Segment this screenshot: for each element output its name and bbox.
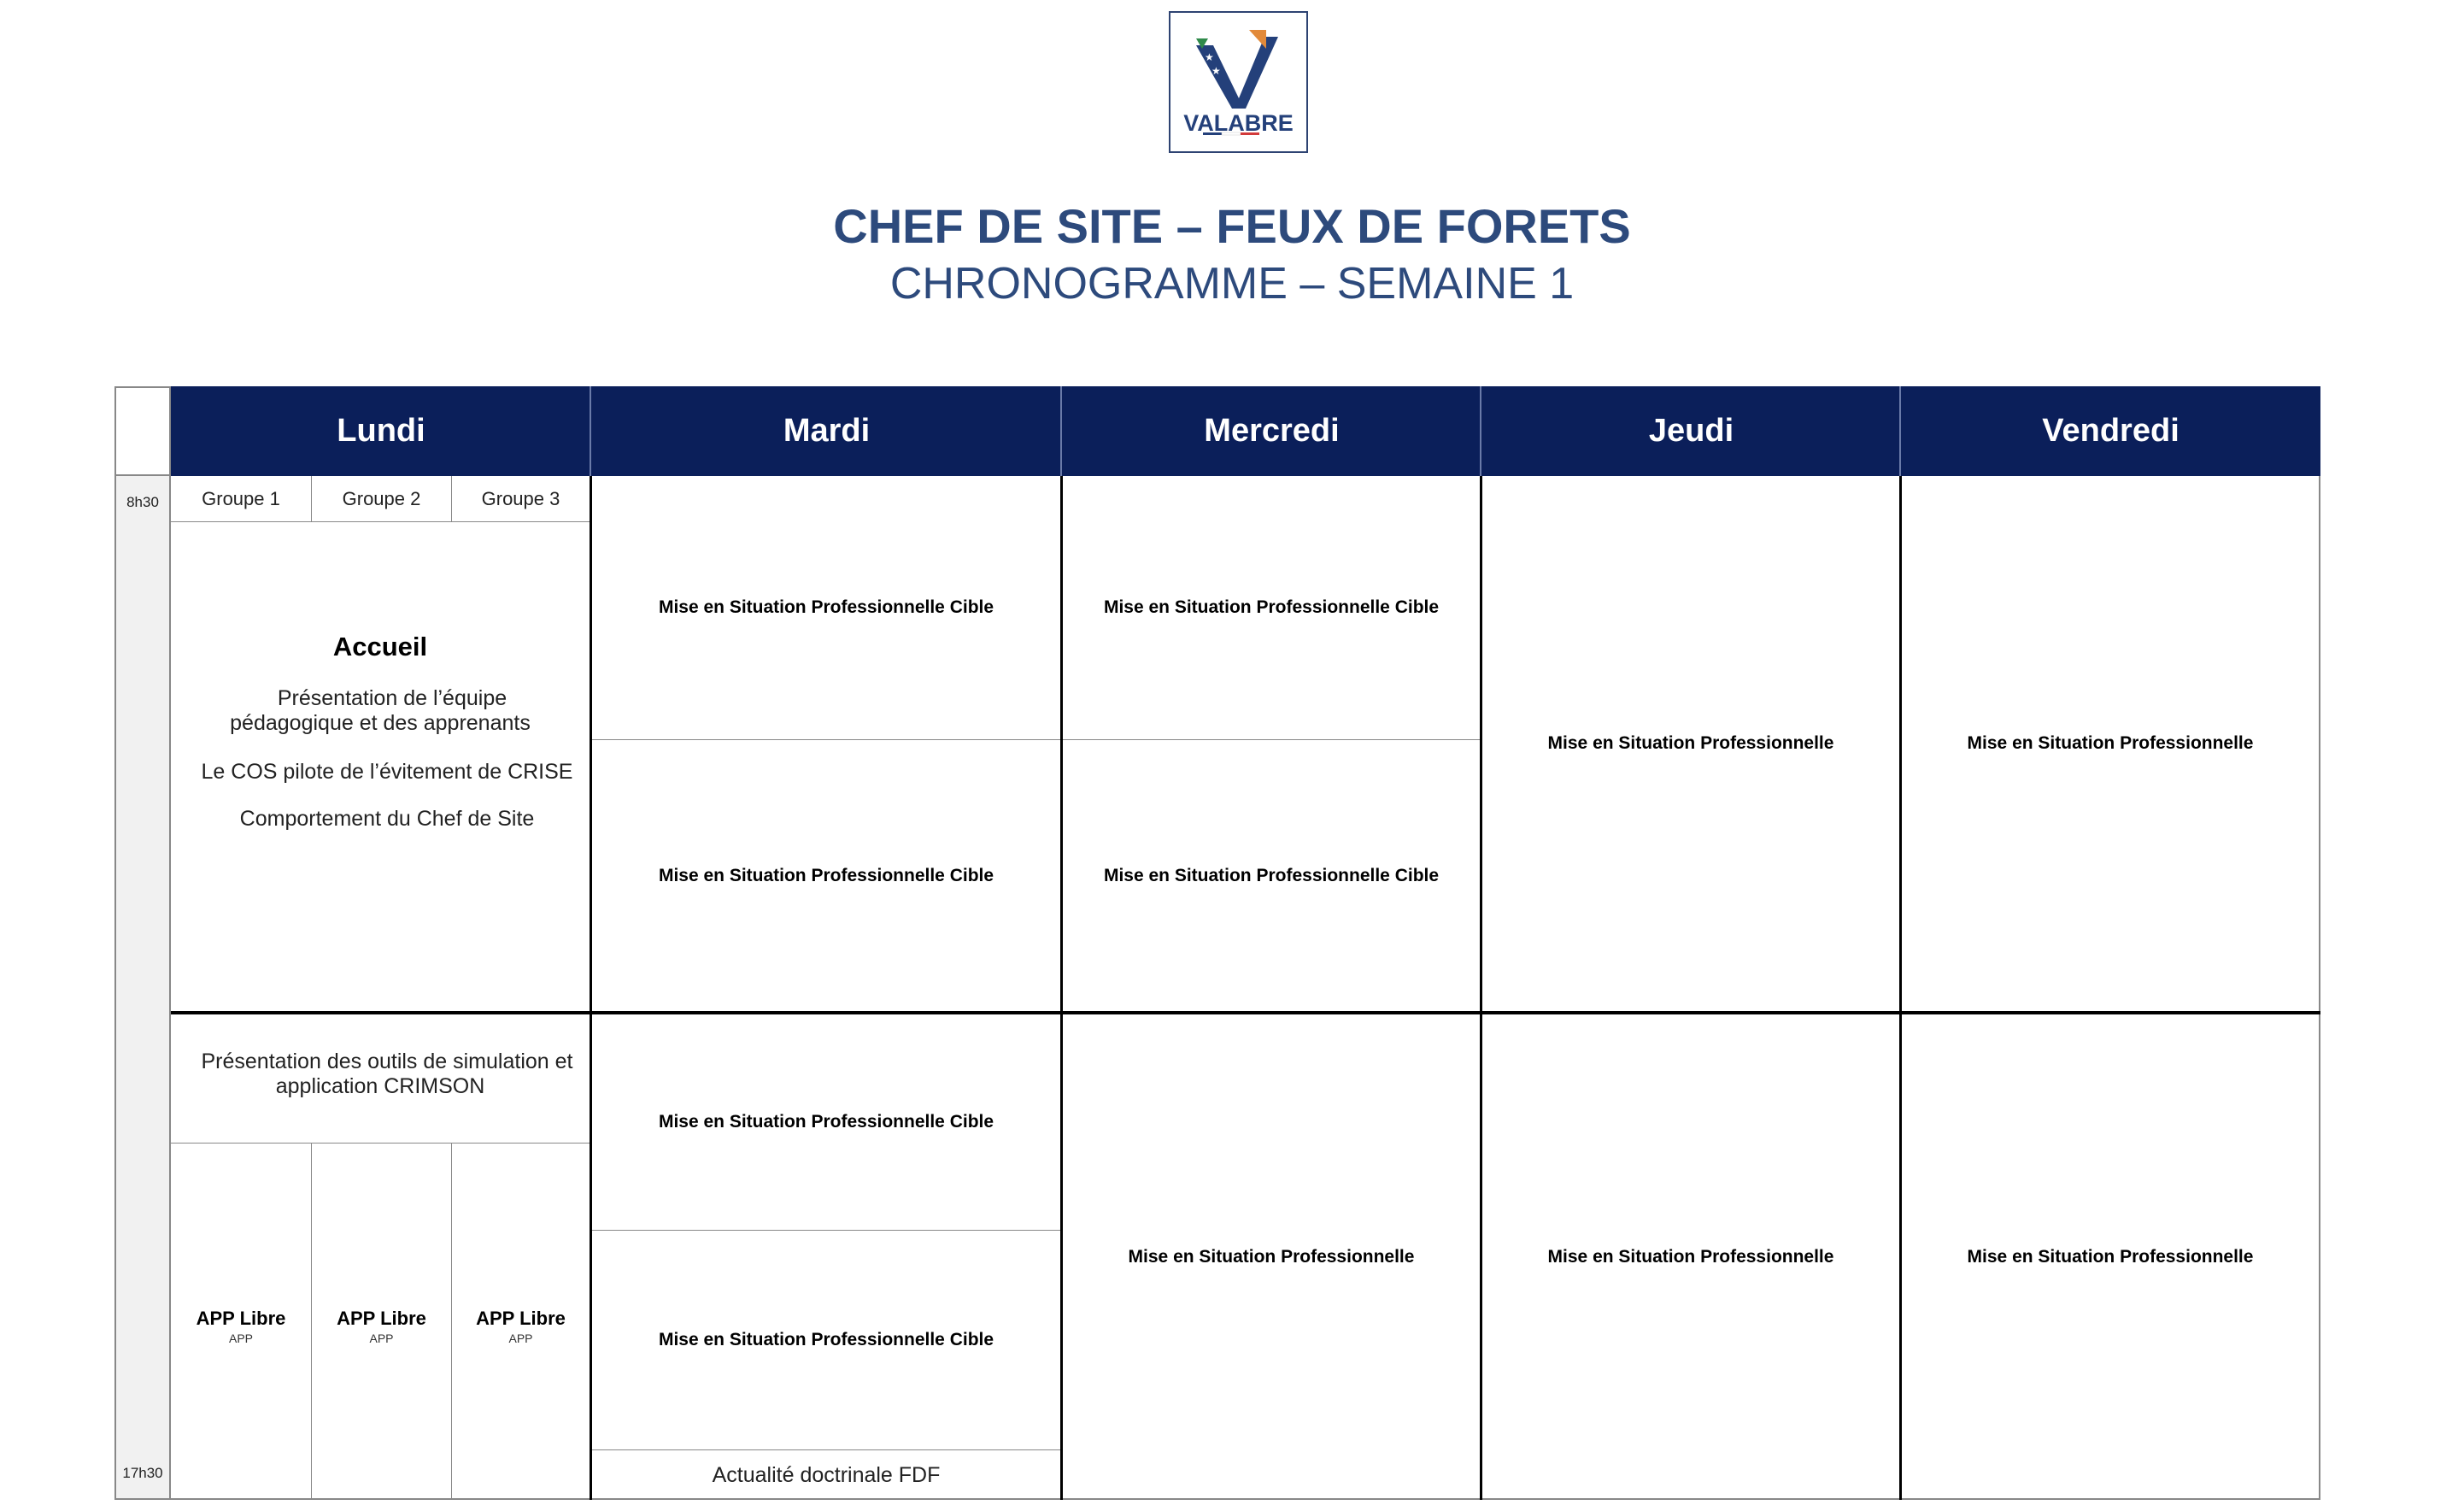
end-time: 17h30 <box>122 1465 163 1481</box>
header-divider <box>1060 386 1062 476</box>
page-title: CHEF DE SITE – FEUX DE FORETS <box>833 199 1631 253</box>
jeudi-slot-1: Mise en Situation Professionnelle <box>1547 733 1834 753</box>
mardi-slot-5: Actualité doctrinale FDF <box>712 1462 941 1487</box>
app-libre-label: APP Libre <box>476 1307 566 1329</box>
start-time: 8h30 <box>126 494 159 510</box>
app-sub-label: APP <box>228 1331 253 1345</box>
mardi-slot-1: Mise en Situation Professionnelle Cible <box>592 476 1060 740</box>
group-2-label: Groupe 2 <box>312 476 452 522</box>
page-subtitle: CHRONOGRAMME – SEMAINE 1 <box>889 259 1575 309</box>
day-header-jeudi: Jeudi <box>1481 386 1901 476</box>
app-sub-label: APP <box>369 1331 394 1345</box>
vendredi-slot-1: Mise en Situation Professionnelle <box>1967 733 2254 753</box>
day-header-mercredi: Mercredi <box>1062 386 1481 476</box>
lundi-morning-line-2: pédagogique et des apprenants <box>230 711 531 735</box>
time-column-header <box>114 386 171 476</box>
lundi-afternoon-presentation <box>171 1014 590 1144</box>
day-header-lundi: Lundi <box>171 386 591 476</box>
lundi-morning-line-3: Le COS pilote de l’évitement de CRISE <box>201 760 573 784</box>
app-libre-label: APP Libre <box>337 1307 426 1329</box>
group-1-label: Groupe 1 <box>171 476 312 522</box>
header-divider <box>1899 386 1901 476</box>
group-3-label: Groupe 3 <box>452 476 590 522</box>
lundi-morning-line-1: Présentation de l’équipe <box>277 686 507 710</box>
app-libre-group-1 <box>171 1144 312 1500</box>
jeudi-slot-2: Mise en Situation Professionnelle <box>1547 1247 1834 1267</box>
mardi-slot-4: Mise en Situation Professionnelle Cible <box>592 1231 1060 1450</box>
app-libre-label: APP Libre <box>196 1307 286 1329</box>
mercredi-slot-3: Mise en Situation Professionnelle <box>1128 1247 1415 1267</box>
mardi-slot-2: Mise en Situation Professionnelle Cible <box>658 865 994 885</box>
mercredi-slot-2: Mise en Situation Professionnelle Cible <box>1103 865 1440 885</box>
accueil-title: Accueil <box>332 632 428 661</box>
lundi-afternoon-line-2: application CRIMSON <box>275 1074 485 1098</box>
app-libre-group-2 <box>312 1144 452 1500</box>
lundi-afternoon-line-1: Présentation des outils de simulation et <box>201 1049 573 1073</box>
day-header-vendredi: Vendredi <box>1901 386 2320 476</box>
svg-text:★: ★ <box>1211 65 1221 77</box>
time-column <box>114 476 171 1500</box>
header-divider <box>1480 386 1481 476</box>
day-header-mardi: Mardi <box>591 386 1062 476</box>
mercredi-slot-1: Mise en Situation Professionnelle Cible <box>1063 476 1480 740</box>
valabre-logo <box>1169 11 1308 153</box>
app-libre-group-3 <box>452 1144 590 1500</box>
lundi-morning-block <box>171 522 590 1011</box>
mardi-slot-3: Mise en Situation Professionnelle Cible <box>592 1014 1060 1231</box>
header-divider <box>590 386 591 476</box>
vendredi-slot-2: Mise en Situation Professionnelle <box>1967 1247 2254 1267</box>
logo-text: VALABRE <box>1183 110 1294 136</box>
svg-text:★: ★ <box>1205 51 1214 63</box>
lundi-morning-line-4: Comportement du Chef de Site <box>239 807 535 831</box>
app-sub-label: APP <box>508 1331 533 1345</box>
